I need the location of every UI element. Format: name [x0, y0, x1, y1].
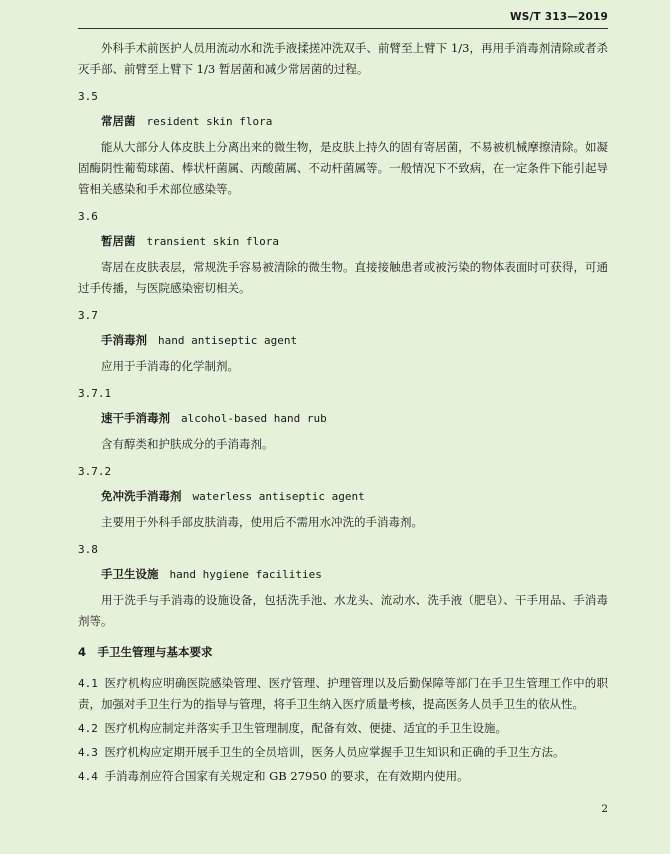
term-en: waterless antiseptic agent [192, 490, 365, 503]
term-number: 3.7 [78, 309, 98, 322]
intro-paragraph: 外科手术前医护人员用流动水和洗手液揉搓冲洗双手、前臂至上臂下 1/3，再用手消毒剂清除或者杀灭手部、前臂至上臂下 1/3 暂居菌和减少常居菌的过程。 [78, 41, 608, 76]
term-heading [78, 330, 608, 351]
term-number: 3.8 [78, 543, 98, 556]
clause-number: 4.3 [78, 746, 98, 759]
clause-text: 医疗机构应定期开展手卫生的全员培训，医务人员应掌握手卫生知识和正确的手卫生方法。 [104, 745, 565, 759]
term-zh: 速干手消毒剂 [101, 411, 170, 425]
term-en: resident skin flora [146, 115, 273, 128]
clause [78, 673, 608, 715]
term-definition: 寄居在皮肤表层，常规洗手容易被清除的微生物。直接接触患者或被污染的物体表面时可获得，可通过手传播，与医院感染密切相关。 [78, 260, 608, 295]
term-definition: 用于洗手与手消毒的设施设备，包括洗手池、水龙头、流动水、洗手液（肥皂）、干手用品、手消毒剂等。 [78, 593, 608, 628]
clause [78, 742, 608, 763]
term-definition: 含有醇类和护肤成分的手消毒剂。 [101, 437, 274, 451]
term-number: 3.7.2 [78, 465, 112, 478]
term-en: hand hygiene facilities [169, 568, 322, 581]
section-title: 手卫生管理与基本要求 [97, 645, 213, 659]
term-en: transient skin flora [146, 235, 279, 248]
document-body [78, 38, 608, 790]
term-number: 3.7.1 [78, 387, 112, 400]
section-heading [78, 642, 608, 663]
term-definition: 应用于手消毒的化学制剂。 [101, 359, 239, 373]
clause [78, 718, 608, 739]
term-zh: 手消毒剂 [101, 333, 147, 347]
clause-text: 医疗机构应制定并落实手卫生管理制度，配备有效、便捷、适宜的手卫生设施。 [104, 721, 507, 735]
term-en: alcohol-based hand rub [181, 412, 327, 425]
term-heading [78, 564, 608, 585]
term-zh: 手卫生设施 [101, 567, 159, 581]
term-definition: 主要用于外科手部皮肤消毒，使用后不需用水冲洗的手消毒剂。 [101, 515, 423, 529]
term-zh: 免冲洗手消毒剂 [101, 489, 182, 503]
term-zh: 常居菌 [101, 114, 136, 128]
page-number: 2 [601, 803, 608, 815]
term-heading [78, 408, 608, 429]
term-heading [78, 231, 608, 252]
clause-text: 手消毒剂应符合国家有关规定和 GB 27950 的要求，在有效期内使用。 [104, 769, 469, 783]
standard-code: WS/T 313—2019 [509, 11, 608, 23]
clause-text: 医疗机构应明确医院感染管理、医疗管理、护理管理以及后勤保障等部门在手卫生管理工作中的职责，加强对手卫生行为的指导与管理，将手卫生纳入医疗质量考核，提高医务人员手卫生的依从性。 [78, 676, 608, 711]
clause-number: 4.2 [78, 722, 98, 735]
term-zh: 暂居菌 [101, 234, 136, 248]
term-heading [78, 486, 608, 507]
clause [78, 766, 608, 787]
term-number: 3.5 [78, 90, 98, 103]
section-number: 4 [78, 645, 87, 659]
term-number: 3.6 [78, 210, 98, 223]
term-heading [78, 111, 608, 132]
term-definition: 能从大部分人体皮肤上分离出来的微生物，是皮肤上持久的固有寄居菌，不易被机械摩擦清除。如凝固酶阴性葡萄球菌、棒状杆菌属、丙酸菌属、不动杆菌属等。一般情况下不致病，在一定条件下能引起导管相关感染和手术部位感染等。 [78, 140, 608, 196]
header-rule [78, 28, 608, 29]
clause-number: 4.4 [78, 770, 98, 783]
term-en: hand antiseptic agent [158, 334, 298, 347]
clause-number: 4.1 [78, 677, 98, 690]
